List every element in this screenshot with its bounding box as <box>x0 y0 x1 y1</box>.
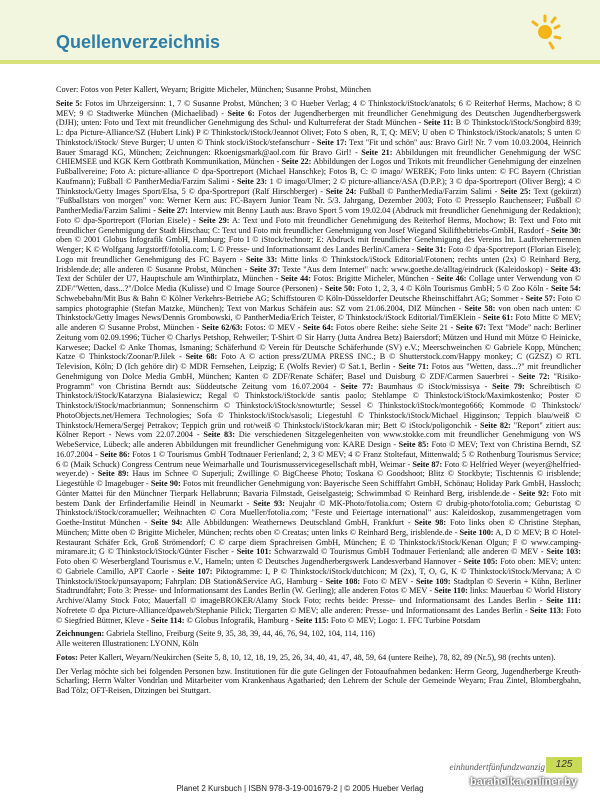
credit-page-label: Seite 98: <box>414 518 447 527</box>
credit-page-label: Seite 101: <box>236 547 272 557</box>
credit-text: oben © 2001 Globus Infografik GmbH, Hamburg; Foto I © iStock/technotr; E: Abdruck mit freundlicher Genehmigung des Vereins Int. Lauftveherrnennen Wenger; K © Wolfgang Jargstorff/fotolia.com; L © Presse- und Informationsamt des Landes Berlin/Camera - <box>56 235 581 254</box>
credit-text: Foto © Siegfried Büttner, Kleve - <box>56 605 581 625</box>
credit-text: Foto oben © Weserbergland Tourismus e.V., Hameln; unten © Deutsches Jugendherbergswerk Landesverband Hannover - <box>56 557 464 566</box>
credit-page-label: Seite 72: <box>518 371 550 381</box>
credit-text: Neujahr © MK-Photo/fotolia.com; Ostern © drubig-photo/fotolia.com; Geburtstag © Thinkstock/iStock/coramueller; Weihnachten © Cora Mueller/fotolia.com; "Feste und Feiertage international" aus: Kaleidoskop, zusammengetragen vom Goethe-Institut München - <box>56 498 581 527</box>
illustrations-label: Zeichnungen: <box>56 629 105 639</box>
credit-text: Text "Fit und schön" aus: Bravo Girl! Nr. 7 vom 10.03.2004, Heinrich Bauer Smaragd KG, München; Zeichnungen: Rkoenigsmark@aol.com für Bravo Girl! - <box>56 137 581 157</box>
credit-page-label: Seite 43: <box>550 264 581 274</box>
credit-text: Foto © sampics photographie (Stefan Matzke, München); Text von Markus Schäfein aus: SZ vom 21.06.2004, DIZ München - <box>56 293 581 313</box>
credit-page-label: Seite 114: <box>151 615 185 625</box>
credit-page-label: Seite 58: <box>464 303 496 313</box>
credit-text: Collage unter Verwendung von © ZDF/"Wetten, dass...?"/Dolce Media (Kulisse) und © Image Source (Personen) - <box>56 274 581 293</box>
credit-page-label: Seite 25: <box>500 186 531 196</box>
credit-text: Fußball © PantherMedia/Farzim Salimi - <box>356 186 501 196</box>
credit-text: Fotos: Brigitte Micheler, München - <box>311 274 437 284</box>
credit-text: Fotos mit freundlicher Genehmigung von: Bayerische Seen Schifffahrt GmbH, Schönau; Holiday Park GmbH, Hassloch; Günter Mattei für den Münchner Tierpark Hellabrunn; Bavaria Filmstadt, Geiselgasteig; Schwimmbad © Reinhard Berg, irisblende.de - <box>56 479 582 498</box>
credit-page-label: Seite 33: <box>245 254 278 264</box>
credit-text: B © Thinkstock/iStock/Songbird 839; L: dpa Picture-Alliance/SZ (Hubert Link) P © Thinkstock/iStock/Jeannot Olivet; Foto S oben, R, T, Q: MEV; U oben © Thinkstock/iStock/anatols; S unten © Thinkstock/iStock/ Steve Burger; U unten © Think stock/iStock/stefanschurr - <box>56 118 581 147</box>
credit-page-label: Seite 27: <box>157 206 188 215</box>
credit-text: 1 © imago/Ulmer; 2 © picture-alliance/ASA (D.P.P.); 3 © dpa-Sportreport (Oliver Berg); 4 © Thinkstock/Getty Images Sport/Elsa, 5 © dpa-Sportreport (Ralf Hirschberger) - <box>56 176 581 196</box>
credit-text: Interview mit Benny Lauth aus: Bravo Sport 5 vom 19.02.04 (Abdruck mit freundlicher Genehmigung der Redaktion); Foto © dpa-Sportreport (Florian Eisele) - <box>56 206 581 225</box>
cover-credit: Cover: Fotos von Peter Kallert, Weyarn; Brigitte Micheler, München; Susanne Probst, München <box>56 85 371 94</box>
credit-page-label: Seite 31: <box>416 245 447 254</box>
page-number-words: einhundertfünfundzwanzig <box>449 762 545 772</box>
source-list <box>56 85 581 700</box>
page-number: 125 <box>546 757 582 773</box>
credit-page-label: Seite 62/63: <box>201 323 243 332</box>
page-credits <box>56 99 581 626</box>
credit-page-label: Seite 87: <box>412 459 443 469</box>
credit-text: Fotos im Uhrzeigersinn: 1, 7 © Susanne Probst, München; 3 © Hueber Verlag; 4 © Thinkstock/iStock/anatols; 6 © Reiterhof Herms, Machow; 8 © MEV; 9 © Stadtwerke München (Michaelibad) - <box>56 98 581 118</box>
credit-text: Foto oben: MEV; unten: © Gabriele Camillo, APT Caorle - <box>56 557 582 576</box>
credit-page-label: Seite 37: <box>249 264 281 274</box>
credit-text: © Globus Infografik, Hamburg - <box>184 615 296 625</box>
illustrations-text: Gabriela Stellino, Freiburg (Seite 9, 35, 38, 39, 44, 46, 76, 94, 102, 104, 114, 116) <box>104 629 376 639</box>
page-title: Quellenverzeichnis <box>56 32 221 52</box>
credit-page-label: Seite 61: <box>483 313 514 323</box>
credit-text: Fotos aus "Wetten, dass...?" mit freundlicher Genehmigung von Dolce Media GmbH, München; Kanten © ZDF/Renate Schäfer; Basel und Duisburg © ZDF/Carmen Sauerbrei - <box>56 362 581 381</box>
credit-text: Foto links oben © Christine Stephan, München; Mitte oben © Brigitte Micheler, München; rechts oben © Creatas; unten links © Reinhard Berg, irisblende.de - <box>56 518 581 537</box>
credit-page-label: Seite 54: <box>550 284 581 293</box>
credit-text: Text der Schüler der U7, Hauptschule am Winthirplatz, München - <box>56 274 281 284</box>
credit-text: Fotos 1 © Tourismus GmbH Todtnauer Ferienland; 2, 3 © MEV; 4 © Franz Stoltefaut, Mittenwald; 5 © Rothenburg Tourismus Service; 6 © (Maik Schuck) Congress Centrum neue Weimarhalle und Tourismusservicegesellschaft mbH, Weimar - <box>56 449 582 469</box>
credit-page-label: Seite 17: <box>316 137 347 147</box>
illustrations-more: Alle weiteren Illustrationen: LYONN, Köln <box>56 639 199 648</box>
credit-text: Foto © Helfried Weyer (weyer@helfried-weyer.de) - <box>56 459 581 479</box>
credit-page-label: Seite 30: <box>551 225 581 235</box>
credit-text: Foto A © action press/ZUMA PRESS INC.; B © Shutterstock.com/Happy monkey; C (GZSZ) © RTL Television, Köln; D (Ich gehöre dir) © MDR Fernsehen, Leipzig; E (Wolfs Revier) © Sat.1, Berlin - <box>56 352 582 371</box>
credit-text: links: Mauerbau © World History Archive/Alamy Stock Foto; Mauerfall © imageBROKER/Alamy Stock Foto; rechts beide: Presse- und Informationsamt des Landes Berlin - <box>56 586 581 605</box>
credit-page-label: Seite 6: <box>227 108 255 118</box>
credit-text: Stadtplan © Severin + Kühn, Berliner Stadtrundfahrt; Foto 3: Presse- und Informationsamt des Landes Berlin (W. Gerling); alle anderen Fotos © MEV - <box>56 576 581 596</box>
credit-text: Foto © MEV; Text von Christina Berndt, SZ 16.07.2004 - <box>56 440 581 459</box>
credit-page-label: Seite 86: <box>100 449 130 459</box>
credit-page-label: Seite 11: <box>423 118 454 128</box>
credit-page-label: Seite 111: <box>546 596 581 605</box>
credit-page-label: Seite 94: <box>150 518 183 527</box>
credit-page-label: Seite 113: <box>529 605 564 615</box>
credit-page-label: Seite 115: <box>295 615 329 625</box>
credit-page-label: Seite 85: <box>398 440 429 449</box>
credit-text: Foto 1, 2, 3, 4 © Köln Tourismus GmbH; 5 © Zoo Köln - <box>354 284 551 293</box>
credit-text: Schwarzwald © Tourismus GmbH Todtnauer Ferienland; alle anderen © MEV - <box>271 547 547 557</box>
credit-text: Abbildungen mit freundlicher Genehmigung der WSC CHIEMSEE und KGK Kern Gottbrath Kommunikation, München - <box>56 147 581 167</box>
photos-credit <box>56 653 581 663</box>
watermark: baraholka.onliner.by <box>470 776 577 788</box>
photos-text: Peter Kallert, Weyarn/Neukirchen (Seite 5, 8, 10, 12, 18, 19, 25, 26, 34, 40, 41, 47, 48, 59, 64 (untere Reihe), 78, 82, 89 (Nr.5), 98 (rechts unten). <box>77 652 556 662</box>
credit-text: Foto © dpa-Sportreport (Florian Eisele); Logo mit freundlicher Genehmigung des FC Bayern - <box>56 245 581 264</box>
credit-text: Alle Abbildungen: Weathernews Deutschland GmbH, Frankfurt - <box>182 518 415 527</box>
credit-text: Abbildungen der Logos und Trikots mit freundlicher Genehmigung der einzelnen Fußballvereine; Foto A: picture-alliance © dpa-Sportreport (Michael Hanschke); Fotos B, C: © imago/ WEREK; Foto links unten: © FC Bayern (Christian Kaufmann); Fußball © PantherMedia/Farzim Salimi - <box>56 157 581 186</box>
credit-text: Fotos obere Reihe: siehe Seite 21 - <box>333 323 456 332</box>
credit-text: Piktogramme: I, P © Thinkstock/iStock/dutchicon; M (2x), T, O, G, K © Thinkstock/iStock/Mervana; A © Thinkstock/iStock/punsayaporn; Fahrplan: DB Station&Service AG, Hamburg - <box>56 566 581 586</box>
credit-page-label: Seite 83: <box>203 430 235 440</box>
credit-page-label: Seite 71: <box>398 362 429 371</box>
credit-text: von oben nach unten: © Thinkstock/Getty Images News/Dennis Grombowski, © PantherMedia/Erich Teister, © Thinkstock/iStock Editorial/TimEKlein - <box>56 303 581 323</box>
credit-text: Schwebebahn/Mit Bus & Bahn © Kölner Verkehrs-Betriebe AG; Schiffstouren © Köln-Düsseldorfer Deutsche Rheinschiffahrt AG; Sommer - <box>56 293 526 303</box>
credit-page-label: Seite 107: <box>177 566 213 576</box>
credit-page-label: Seite 24: <box>325 186 357 196</box>
thanks-paragraph: Der Verlag möchte sich bei folgenden Personen bzw. Institutionen für die gute Gelingen der Fotoaufnahmen bedanken: Herrn Georg, Jugendherberge Kreuth-Scharling; Herrn Walter Vondrlan und Mitarbeiter vom Krankenhaus Agatharied; den Lehrern der Schule der Gemeinde Weyarn; Frau Zintel, Blombergbahn, Bad Tölz; OFT-Reisen, Ditzingen bei Stuttgart. <box>56 666 581 695</box>
credit-text: Foto Mitte © MEV; alle anderen © Susanne Probst, München - <box>56 313 581 332</box>
credit-page-label: Seite 50: <box>324 284 355 293</box>
credit-page-label: Seite 109: <box>415 576 451 586</box>
credit-text: A, D © MEV; B © Hotel-Restaurant Schäfer Eck, Groß Strömendorf; C © carpe diem Sprachreisen GmbH, München; E © Thinkstock/iStock/Kenan Olgun; F © www.camping-miramare.it; G © Thinkstock/iStock/Günter Fischer - <box>56 527 581 557</box>
credit-text: "Risiko-Programm" von Christina Berndt aus: Süddeutsche Zeitung vom 16.07.2004 - <box>56 371 582 391</box>
credit-page-label: Seite 77: <box>340 381 374 391</box>
credit-text: Fotos der Jugendherbergen mit freundlicher Genehmigung des Deutschen Jugendherbergswerk (DJH); unten: Foto und Text mit freundlicher Genehmigung des Schul- und Kulturreferat der Stadt München - <box>56 108 581 128</box>
credit-text: Baumhaus © iStock/missisya - <box>373 381 493 391</box>
credit-text: Text (gekürzt) "Fußballstars von morgen" von: Werner Kern aus: FC-Bayern Junior Team Nr. 5/3. Jahrgang, Dezember 2003; Foto © Presseplo Rauchenseer; Fußball © PantherMedia/Farzim Salimi - <box>56 186 581 215</box>
credit-text: Foto © MEV; Logo: 1. FFC Turbine Potsdam <box>328 615 481 625</box>
credit-page-label: Seite 5: <box>56 98 83 108</box>
credit-text: Foto mit bestem Dank der Erfinderfamilie Heindl in Neumarkt - <box>56 488 581 508</box>
imprint: Planet 2 Kursbuch | ISBN 978-3-19-001679-2 | © 2005 Hueber Verlag <box>176 784 424 793</box>
credit-page-label: Seite 105: <box>463 557 498 566</box>
credit-text: Nofretete © dpa Picture-Alliance/dpaweb/Stephanie Pilick; Tiergarten © MEV; alle anderen: Presse- und Informationsamt des Landes Berlin - <box>56 605 530 615</box>
credit-text: Fotos: © MEV - <box>242 323 303 332</box>
credit-page-label: Seite 82: <box>480 420 511 430</box>
credit-page-label: Seite 110: <box>434 586 468 596</box>
credit-page-label: Seite 21: <box>361 147 393 157</box>
credit-text: "Report" zitiert aus: Kölner Report - News vom 22.07.2004 - <box>56 420 581 440</box>
credit-page-label: Seite 22: <box>281 157 312 167</box>
credit-page-label: Seite 93: <box>253 498 285 508</box>
illustrations-credit <box>56 629 581 649</box>
credit-page-label: Seite 29: <box>198 215 230 225</box>
credit-page-label: Seite 68: <box>185 352 218 362</box>
credit-page-label: Seite 23: <box>236 176 268 186</box>
credit-page-label: Seite 100: <box>459 527 494 537</box>
credit-page-label: Seite 79: <box>492 381 525 391</box>
credit-page-label: Seite 67: <box>455 323 487 332</box>
sun-icon <box>515 6 565 56</box>
credit-text: Texte "Aus dem Internet" nach: www.goethe.de/alltag/eindruck (Kaleidoskop) - <box>280 264 551 274</box>
credit-text: Schreibtisch © Thinkstock/iStock/Katarzyna Bialasiewicz; Regal © Thinkstock/iStock/de santis paolo; Stehlampe © Thinkstock/iStock/Maximkostenko; Poster © Thinkstock/iStock/macbrianmun; Sonnenschirm © Thinkstock/iStock/snowturtle; Sessel © Thinkstock/iStock/montego666; Kommode © Thinkstock/ PhotoObjects.net/Hemera Technologies; Sofa © Thinkstock/iStock/sasoli; Liegestuhl © Thinkstock/iStock/Michael Higginson; Teppich blau/weiß © Thinkstock/Hemera/Sergej Petrakov; Teppich grün und rot/weiß © Thinkstock/iStock/karan mir; Bett © iStock/poligonchik - <box>56 381 581 430</box>
credit-text: A: Text und Foto mit freundlicher Genehmigung des Reiterhof Herms, Mochow; B: Text und Foto mit freundlicher Genehmigung der Stadt Hirschau; C: Text und Foto mit freundlicher Genehmigung von Josef Wiegand Skilifthebtriebs-GmbH, Rasdorf - <box>56 215 581 235</box>
credit-text: Mitte links © Thinkstock/iStock Editorial/Fotonen; rechts unten (2x) © Reinhard Berg, Irisblende.de; alle anderen © Susanne Probst, München - <box>56 254 581 274</box>
credit-text: Haus im Schnee © Superjuli; Zwillinge © BigCheese Photo; Toskana © Goodshoot; Blitz © Stockbyte; Tischtennis © irisblende; Liegestühle © Imagebuger - <box>56 469 581 488</box>
credit-text: Text "Mode" nach: Berliner Zeitung vom 02.09.1996; Tücher © Charlys Petshop, Rehweiler; T-Shirt © Sir Harry (Jutta Andrea Betz) Baiersdorf; Mützen und Hund mit Mütze © Heinicke, Karwesee; Dackel © Anke Thomas, Ismaning; Schäferhund © Verein für Deutsche Schäferhunde (SV) e.V.; Meerschweinchen © Gabriele Kopp, München; Katze © Thinkstock/Zoonar/P.Jilek - <box>56 323 581 362</box>
credit-text: Die verschiedenen Sitzgelegenheiten von www.stokke.com mit freundlicher Genehmigung von WS WebeService, Lübeck; alle anderen Abbildungen mit freundlicher Genehmigung von: KARE Design - <box>56 430 581 449</box>
credit-page-label: Seite 57: <box>525 293 556 303</box>
credit-page-label: Seite 90: <box>150 479 181 488</box>
credit-page-label: Seite 46: <box>436 274 467 284</box>
credit-page-label: Seite 92: <box>518 488 550 498</box>
photos-label: Fotos: <box>56 652 78 662</box>
credit-text: Foto © MEV - <box>360 576 416 586</box>
credit-page-label: Seite 44: <box>280 274 311 284</box>
credit-page-label: Seite 103: <box>546 547 581 557</box>
credit-page-label: Seite 64: <box>303 323 334 332</box>
credit-page-label: Seite 89: <box>97 469 129 479</box>
credit-page-label: Seite 108: <box>325 576 361 586</box>
